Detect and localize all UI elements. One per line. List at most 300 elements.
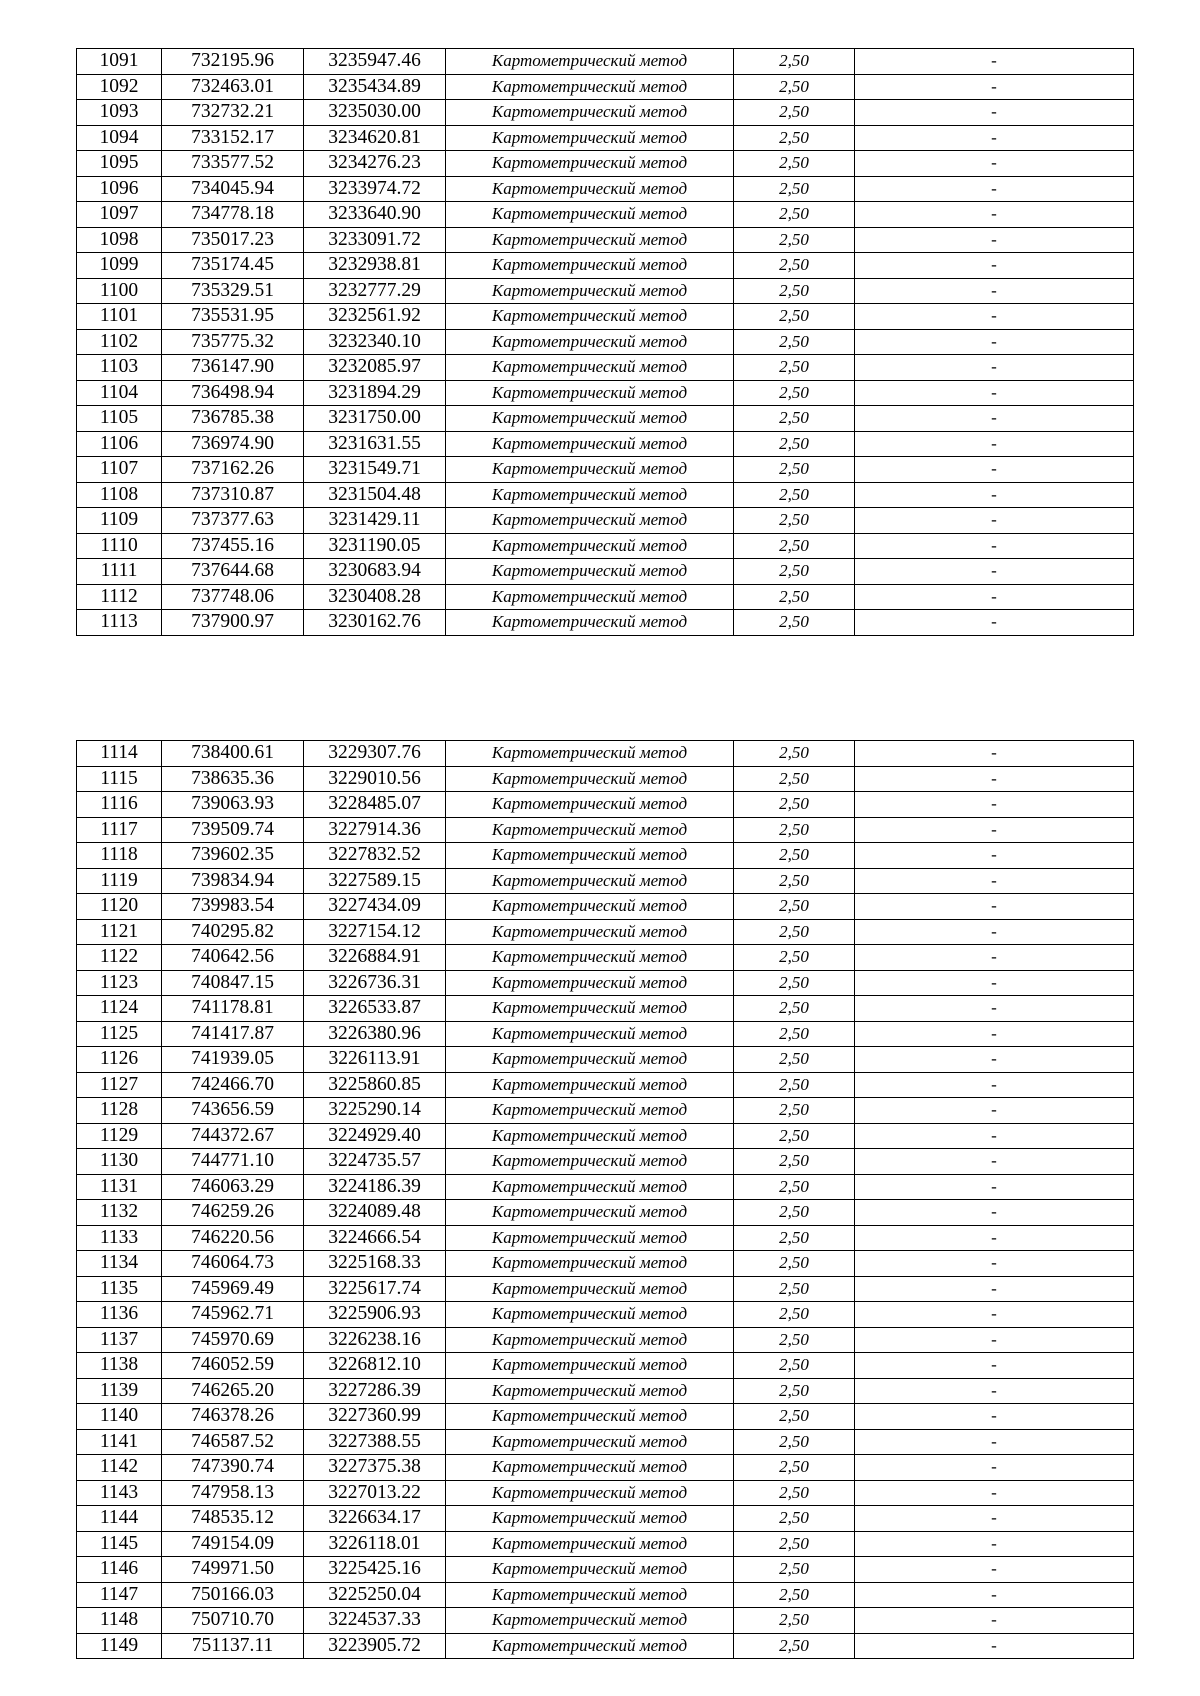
note-cell: - bbox=[855, 1557, 1134, 1583]
note-cell: - bbox=[855, 1072, 1134, 1098]
y-coordinate-cell: 3231429.11 bbox=[304, 508, 446, 534]
point-number-cell: 1129 bbox=[77, 1123, 162, 1149]
x-coordinate-cell: 743656.59 bbox=[162, 1098, 304, 1124]
method-cell: Картометрический метод bbox=[446, 329, 734, 355]
y-coordinate-cell: 3226736.31 bbox=[304, 970, 446, 996]
accuracy-cell: 2,50 bbox=[734, 1608, 855, 1634]
point-number-cell: 1124 bbox=[77, 996, 162, 1022]
table-row bbox=[77, 843, 1134, 869]
x-coordinate-cell: 746265.20 bbox=[162, 1378, 304, 1404]
note-cell: - bbox=[855, 329, 1134, 355]
y-coordinate-cell: 3227914.36 bbox=[304, 817, 446, 843]
point-number-cell: 1138 bbox=[77, 1353, 162, 1379]
point-number-cell: 1125 bbox=[77, 1021, 162, 1047]
point-number-cell: 1136 bbox=[77, 1302, 162, 1328]
table-row bbox=[77, 894, 1134, 920]
y-coordinate-cell: 3235030.00 bbox=[304, 100, 446, 126]
accuracy-cell: 2,50 bbox=[734, 74, 855, 100]
x-coordinate-cell: 746064.73 bbox=[162, 1251, 304, 1277]
method-cell: Картометрический метод bbox=[446, 1582, 734, 1608]
note-cell: - bbox=[855, 202, 1134, 228]
x-coordinate-cell: 737162.26 bbox=[162, 457, 304, 483]
table-row bbox=[77, 176, 1134, 202]
x-coordinate-cell: 746587.52 bbox=[162, 1429, 304, 1455]
point-number-cell: 1137 bbox=[77, 1327, 162, 1353]
note-cell: - bbox=[855, 919, 1134, 945]
x-coordinate-cell: 732732.21 bbox=[162, 100, 304, 126]
table-row bbox=[77, 278, 1134, 304]
note-cell: - bbox=[855, 176, 1134, 202]
table-row bbox=[77, 1225, 1134, 1251]
y-coordinate-cell: 3232938.81 bbox=[304, 253, 446, 279]
point-number-cell: 1133 bbox=[77, 1225, 162, 1251]
point-number-cell: 1108 bbox=[77, 482, 162, 508]
table-row bbox=[77, 355, 1134, 381]
x-coordinate-cell: 737310.87 bbox=[162, 482, 304, 508]
x-coordinate-cell: 740295.82 bbox=[162, 919, 304, 945]
y-coordinate-cell: 3233640.90 bbox=[304, 202, 446, 228]
x-coordinate-cell: 739834.94 bbox=[162, 868, 304, 894]
y-coordinate-cell: 3230683.94 bbox=[304, 559, 446, 585]
point-number-cell: 1098 bbox=[77, 227, 162, 253]
table-row bbox=[77, 100, 1134, 126]
accuracy-cell: 2,50 bbox=[734, 253, 855, 279]
accuracy-cell: 2,50 bbox=[734, 610, 855, 636]
method-cell: Картометрический метод bbox=[446, 1174, 734, 1200]
note-cell: - bbox=[855, 945, 1134, 971]
table-row bbox=[77, 125, 1134, 151]
y-coordinate-cell: 3227434.09 bbox=[304, 894, 446, 920]
note-cell: - bbox=[855, 1021, 1134, 1047]
x-coordinate-cell: 736974.90 bbox=[162, 431, 304, 457]
note-cell: - bbox=[855, 868, 1134, 894]
y-coordinate-cell: 3226238.16 bbox=[304, 1327, 446, 1353]
y-coordinate-cell: 3227360.99 bbox=[304, 1404, 446, 1430]
table-row bbox=[77, 74, 1134, 100]
note-cell: - bbox=[855, 227, 1134, 253]
note-cell: - bbox=[855, 584, 1134, 610]
point-number-cell: 1109 bbox=[77, 508, 162, 534]
point-number-cell: 1095 bbox=[77, 151, 162, 177]
note-cell: - bbox=[855, 74, 1134, 100]
point-number-cell: 1142 bbox=[77, 1455, 162, 1481]
point-number-cell: 1148 bbox=[77, 1608, 162, 1634]
x-coordinate-cell: 737900.97 bbox=[162, 610, 304, 636]
table-row bbox=[77, 817, 1134, 843]
point-number-cell: 1116 bbox=[77, 792, 162, 818]
x-coordinate-cell: 732463.01 bbox=[162, 74, 304, 100]
y-coordinate-cell: 3232340.10 bbox=[304, 329, 446, 355]
y-coordinate-cell: 3225250.04 bbox=[304, 1582, 446, 1608]
y-coordinate-cell: 3232561.92 bbox=[304, 304, 446, 330]
accuracy-cell: 2,50 bbox=[734, 329, 855, 355]
method-cell: Картометрический метод bbox=[446, 868, 734, 894]
note-cell: - bbox=[855, 253, 1134, 279]
table-row bbox=[77, 945, 1134, 971]
method-cell: Картометрический метод bbox=[446, 151, 734, 177]
accuracy-cell: 2,50 bbox=[734, 1174, 855, 1200]
point-number-cell: 1110 bbox=[77, 533, 162, 559]
method-cell: Картометрический метод bbox=[446, 1480, 734, 1506]
y-coordinate-cell: 3224929.40 bbox=[304, 1123, 446, 1149]
table-row bbox=[77, 431, 1134, 457]
table-row bbox=[77, 1378, 1134, 1404]
point-number-cell: 1099 bbox=[77, 253, 162, 279]
note-cell: - bbox=[855, 843, 1134, 869]
point-number-cell: 1120 bbox=[77, 894, 162, 920]
y-coordinate-cell: 3225425.16 bbox=[304, 1557, 446, 1583]
table-row bbox=[77, 1633, 1134, 1659]
method-cell: Картометрический метод bbox=[446, 610, 734, 636]
table-row bbox=[77, 253, 1134, 279]
y-coordinate-cell: 3229010.56 bbox=[304, 766, 446, 792]
y-coordinate-cell: 3227388.55 bbox=[304, 1429, 446, 1455]
method-cell: Картометрический метод bbox=[446, 1200, 734, 1226]
accuracy-cell: 2,50 bbox=[734, 482, 855, 508]
accuracy-cell: 2,50 bbox=[734, 1480, 855, 1506]
y-coordinate-cell: 3227013.22 bbox=[304, 1480, 446, 1506]
x-coordinate-cell: 734778.18 bbox=[162, 202, 304, 228]
accuracy-cell: 2,50 bbox=[734, 1200, 855, 1226]
x-coordinate-cell: 733577.52 bbox=[162, 151, 304, 177]
x-coordinate-cell: 745962.71 bbox=[162, 1302, 304, 1328]
x-coordinate-cell: 736147.90 bbox=[162, 355, 304, 381]
accuracy-cell: 2,50 bbox=[734, 792, 855, 818]
accuracy-cell: 2,50 bbox=[734, 355, 855, 381]
table-row bbox=[77, 1123, 1134, 1149]
y-coordinate-cell: 3225168.33 bbox=[304, 1251, 446, 1277]
accuracy-cell: 2,50 bbox=[734, 49, 855, 75]
method-cell: Картометрический метод bbox=[446, 253, 734, 279]
accuracy-cell: 2,50 bbox=[734, 278, 855, 304]
x-coordinate-cell: 746063.29 bbox=[162, 1174, 304, 1200]
table-row bbox=[77, 1072, 1134, 1098]
y-coordinate-cell: 3231750.00 bbox=[304, 406, 446, 432]
note-cell: - bbox=[855, 278, 1134, 304]
accuracy-cell: 2,50 bbox=[734, 1302, 855, 1328]
note-cell: - bbox=[855, 766, 1134, 792]
method-cell: Картометрический метод bbox=[446, 1098, 734, 1124]
y-coordinate-cell: 3223905.72 bbox=[304, 1633, 446, 1659]
method-cell: Картометрический метод bbox=[446, 1353, 734, 1379]
point-number-cell: 1111 bbox=[77, 559, 162, 585]
table-row bbox=[77, 1200, 1134, 1226]
accuracy-cell: 2,50 bbox=[734, 996, 855, 1022]
method-cell: Картометрический метод bbox=[446, 1608, 734, 1634]
method-cell: Картометрический метод bbox=[446, 792, 734, 818]
table-row bbox=[77, 227, 1134, 253]
accuracy-cell: 2,50 bbox=[734, 457, 855, 483]
table-row bbox=[77, 1506, 1134, 1532]
method-cell: Картометрический метод bbox=[446, 817, 734, 843]
table-row bbox=[77, 1353, 1134, 1379]
x-coordinate-cell: 751137.11 bbox=[162, 1633, 304, 1659]
point-number-cell: 1127 bbox=[77, 1072, 162, 1098]
accuracy-cell: 2,50 bbox=[734, 176, 855, 202]
accuracy-cell: 2,50 bbox=[734, 1225, 855, 1251]
x-coordinate-cell: 746378.26 bbox=[162, 1404, 304, 1430]
note-cell: - bbox=[855, 741, 1134, 767]
coordinates-table-2 bbox=[76, 740, 1134, 1659]
method-cell: Картометрический метод bbox=[446, 1557, 734, 1583]
coordinates-table-2-body bbox=[77, 741, 1134, 1659]
accuracy-cell: 2,50 bbox=[734, 1404, 855, 1430]
accuracy-cell: 2,50 bbox=[734, 151, 855, 177]
note-cell: - bbox=[855, 1302, 1134, 1328]
accuracy-cell: 2,50 bbox=[734, 843, 855, 869]
note-cell: - bbox=[855, 1455, 1134, 1481]
accuracy-cell: 2,50 bbox=[734, 894, 855, 920]
y-coordinate-cell: 3231504.48 bbox=[304, 482, 446, 508]
point-number-cell: 1122 bbox=[77, 945, 162, 971]
y-coordinate-cell: 3227375.38 bbox=[304, 1455, 446, 1481]
x-coordinate-cell: 733152.17 bbox=[162, 125, 304, 151]
method-cell: Картометрический метод bbox=[446, 1047, 734, 1073]
table-row bbox=[77, 1455, 1134, 1481]
note-cell: - bbox=[855, 100, 1134, 126]
x-coordinate-cell: 741939.05 bbox=[162, 1047, 304, 1073]
x-coordinate-cell: 747958.13 bbox=[162, 1480, 304, 1506]
point-number-cell: 1146 bbox=[77, 1557, 162, 1583]
table-row bbox=[77, 1047, 1134, 1073]
table-row bbox=[77, 1480, 1134, 1506]
note-cell: - bbox=[855, 1327, 1134, 1353]
point-number-cell: 1106 bbox=[77, 431, 162, 457]
accuracy-cell: 2,50 bbox=[734, 533, 855, 559]
y-coordinate-cell: 3229307.76 bbox=[304, 741, 446, 767]
accuracy-cell: 2,50 bbox=[734, 100, 855, 126]
method-cell: Картометрический метод bbox=[446, 1276, 734, 1302]
method-cell: Картометрический метод bbox=[446, 1429, 734, 1455]
method-cell: Картометрический метод bbox=[446, 202, 734, 228]
note-cell: - bbox=[855, 610, 1134, 636]
y-coordinate-cell: 3232777.29 bbox=[304, 278, 446, 304]
note-cell: - bbox=[855, 533, 1134, 559]
method-cell: Картометрический метод bbox=[446, 970, 734, 996]
note-cell: - bbox=[855, 380, 1134, 406]
table-row bbox=[77, 406, 1134, 432]
accuracy-cell: 2,50 bbox=[734, 919, 855, 945]
table-row bbox=[77, 1404, 1134, 1430]
point-number-cell: 1094 bbox=[77, 125, 162, 151]
note-cell: - bbox=[855, 1531, 1134, 1557]
table-row bbox=[77, 919, 1134, 945]
accuracy-cell: 2,50 bbox=[734, 380, 855, 406]
method-cell: Картометрический метод bbox=[446, 176, 734, 202]
point-number-cell: 1135 bbox=[77, 1276, 162, 1302]
point-number-cell: 1100 bbox=[77, 278, 162, 304]
x-coordinate-cell: 748535.12 bbox=[162, 1506, 304, 1532]
point-number-cell: 1128 bbox=[77, 1098, 162, 1124]
table-row bbox=[77, 559, 1134, 585]
accuracy-cell: 2,50 bbox=[734, 1149, 855, 1175]
table-row bbox=[77, 970, 1134, 996]
table-row bbox=[77, 1251, 1134, 1277]
x-coordinate-cell: 741417.87 bbox=[162, 1021, 304, 1047]
table-row bbox=[77, 1531, 1134, 1557]
note-cell: - bbox=[855, 1123, 1134, 1149]
accuracy-cell: 2,50 bbox=[734, 1047, 855, 1073]
method-cell: Картометрический метод bbox=[446, 584, 734, 610]
method-cell: Картометрический метод bbox=[446, 1149, 734, 1175]
x-coordinate-cell: 738635.36 bbox=[162, 766, 304, 792]
x-coordinate-cell: 746052.59 bbox=[162, 1353, 304, 1379]
x-coordinate-cell: 746220.56 bbox=[162, 1225, 304, 1251]
accuracy-cell: 2,50 bbox=[734, 304, 855, 330]
x-coordinate-cell: 749971.50 bbox=[162, 1557, 304, 1583]
method-cell: Картометрический метод bbox=[446, 380, 734, 406]
x-coordinate-cell: 734045.94 bbox=[162, 176, 304, 202]
table-row bbox=[77, 457, 1134, 483]
note-cell: - bbox=[855, 1276, 1134, 1302]
point-number-cell: 1141 bbox=[77, 1429, 162, 1455]
note-cell: - bbox=[855, 894, 1134, 920]
table-row bbox=[77, 1557, 1134, 1583]
y-coordinate-cell: 3233974.72 bbox=[304, 176, 446, 202]
note-cell: - bbox=[855, 970, 1134, 996]
table-row bbox=[77, 996, 1134, 1022]
y-coordinate-cell: 3226118.01 bbox=[304, 1531, 446, 1557]
point-number-cell: 1097 bbox=[77, 202, 162, 228]
table-row bbox=[77, 792, 1134, 818]
y-coordinate-cell: 3231190.05 bbox=[304, 533, 446, 559]
method-cell: Картометрический метод bbox=[446, 74, 734, 100]
point-number-cell: 1147 bbox=[77, 1582, 162, 1608]
table-row bbox=[77, 741, 1134, 767]
y-coordinate-cell: 3231631.55 bbox=[304, 431, 446, 457]
accuracy-cell: 2,50 bbox=[734, 1098, 855, 1124]
note-cell: - bbox=[855, 406, 1134, 432]
table-row bbox=[77, 1149, 1134, 1175]
accuracy-cell: 2,50 bbox=[734, 508, 855, 534]
method-cell: Картометрический метод bbox=[446, 1404, 734, 1430]
point-number-cell: 1119 bbox=[77, 868, 162, 894]
note-cell: - bbox=[855, 508, 1134, 534]
point-number-cell: 1121 bbox=[77, 919, 162, 945]
method-cell: Картометрический метод bbox=[446, 100, 734, 126]
method-cell: Картометрический метод bbox=[446, 1455, 734, 1481]
x-coordinate-cell: 737455.16 bbox=[162, 533, 304, 559]
y-coordinate-cell: 3226634.17 bbox=[304, 1506, 446, 1532]
method-cell: Картометрический метод bbox=[446, 406, 734, 432]
note-cell: - bbox=[855, 1429, 1134, 1455]
x-coordinate-cell: 735531.95 bbox=[162, 304, 304, 330]
accuracy-cell: 2,50 bbox=[734, 1633, 855, 1659]
y-coordinate-cell: 3227832.52 bbox=[304, 843, 446, 869]
note-cell: - bbox=[855, 1200, 1134, 1226]
note-cell: - bbox=[855, 151, 1134, 177]
x-coordinate-cell: 735017.23 bbox=[162, 227, 304, 253]
y-coordinate-cell: 3230162.76 bbox=[304, 610, 446, 636]
x-coordinate-cell: 744372.67 bbox=[162, 1123, 304, 1149]
y-coordinate-cell: 3232085.97 bbox=[304, 355, 446, 381]
note-cell: - bbox=[855, 1582, 1134, 1608]
accuracy-cell: 2,50 bbox=[734, 1455, 855, 1481]
accuracy-cell: 2,50 bbox=[734, 559, 855, 585]
accuracy-cell: 2,50 bbox=[734, 868, 855, 894]
y-coordinate-cell: 3226533.87 bbox=[304, 996, 446, 1022]
method-cell: Картометрический метод bbox=[446, 741, 734, 767]
method-cell: Картометрический метод bbox=[446, 1327, 734, 1353]
x-coordinate-cell: 750166.03 bbox=[162, 1582, 304, 1608]
method-cell: Картометрический метод bbox=[446, 1531, 734, 1557]
point-number-cell: 1115 bbox=[77, 766, 162, 792]
point-number-cell: 1102 bbox=[77, 329, 162, 355]
method-cell: Картометрический метод bbox=[446, 304, 734, 330]
accuracy-cell: 2,50 bbox=[734, 1582, 855, 1608]
point-number-cell: 1093 bbox=[77, 100, 162, 126]
point-number-cell: 1131 bbox=[77, 1174, 162, 1200]
accuracy-cell: 2,50 bbox=[734, 227, 855, 253]
point-number-cell: 1139 bbox=[77, 1378, 162, 1404]
accuracy-cell: 2,50 bbox=[734, 125, 855, 151]
x-coordinate-cell: 740642.56 bbox=[162, 945, 304, 971]
table-row bbox=[77, 766, 1134, 792]
note-cell: - bbox=[855, 1098, 1134, 1124]
accuracy-cell: 2,50 bbox=[734, 1072, 855, 1098]
x-coordinate-cell: 740847.15 bbox=[162, 970, 304, 996]
x-coordinate-cell: 749154.09 bbox=[162, 1531, 304, 1557]
y-coordinate-cell: 3231894.29 bbox=[304, 380, 446, 406]
x-coordinate-cell: 745970.69 bbox=[162, 1327, 304, 1353]
table-row bbox=[77, 584, 1134, 610]
table-row bbox=[77, 1302, 1134, 1328]
note-cell: - bbox=[855, 817, 1134, 843]
y-coordinate-cell: 3228485.07 bbox=[304, 792, 446, 818]
y-coordinate-cell: 3224537.33 bbox=[304, 1608, 446, 1634]
accuracy-cell: 2,50 bbox=[734, 766, 855, 792]
y-coordinate-cell: 3225617.74 bbox=[304, 1276, 446, 1302]
table-row bbox=[77, 1608, 1134, 1634]
method-cell: Картометрический метод bbox=[446, 431, 734, 457]
point-number-cell: 1140 bbox=[77, 1404, 162, 1430]
accuracy-cell: 2,50 bbox=[734, 406, 855, 432]
accuracy-cell: 2,50 bbox=[734, 1251, 855, 1277]
y-coordinate-cell: 3225860.85 bbox=[304, 1072, 446, 1098]
x-coordinate-cell: 747390.74 bbox=[162, 1455, 304, 1481]
point-number-cell: 1149 bbox=[77, 1633, 162, 1659]
x-coordinate-cell: 741178.81 bbox=[162, 996, 304, 1022]
table-row bbox=[77, 151, 1134, 177]
method-cell: Картометрический метод bbox=[446, 1506, 734, 1532]
note-cell: - bbox=[855, 431, 1134, 457]
point-number-cell: 1091 bbox=[77, 49, 162, 75]
note-cell: - bbox=[855, 125, 1134, 151]
accuracy-cell: 2,50 bbox=[734, 584, 855, 610]
x-coordinate-cell: 738400.61 bbox=[162, 741, 304, 767]
table-row bbox=[77, 1582, 1134, 1608]
note-cell: - bbox=[855, 1608, 1134, 1634]
y-coordinate-cell: 3231549.71 bbox=[304, 457, 446, 483]
note-cell: - bbox=[855, 792, 1134, 818]
y-coordinate-cell: 3227154.12 bbox=[304, 919, 446, 945]
note-cell: - bbox=[855, 559, 1134, 585]
table-row bbox=[77, 1098, 1134, 1124]
point-number-cell: 1143 bbox=[77, 1480, 162, 1506]
table-row bbox=[77, 533, 1134, 559]
y-coordinate-cell: 3235947.46 bbox=[304, 49, 446, 75]
point-number-cell: 1104 bbox=[77, 380, 162, 406]
x-coordinate-cell: 736498.94 bbox=[162, 380, 304, 406]
accuracy-cell: 2,50 bbox=[734, 431, 855, 457]
x-coordinate-cell: 746259.26 bbox=[162, 1200, 304, 1226]
point-number-cell: 1145 bbox=[77, 1531, 162, 1557]
point-number-cell: 1117 bbox=[77, 817, 162, 843]
y-coordinate-cell: 3230408.28 bbox=[304, 584, 446, 610]
y-coordinate-cell: 3225906.93 bbox=[304, 1302, 446, 1328]
method-cell: Картометрический метод bbox=[446, 945, 734, 971]
y-coordinate-cell: 3235434.89 bbox=[304, 74, 446, 100]
